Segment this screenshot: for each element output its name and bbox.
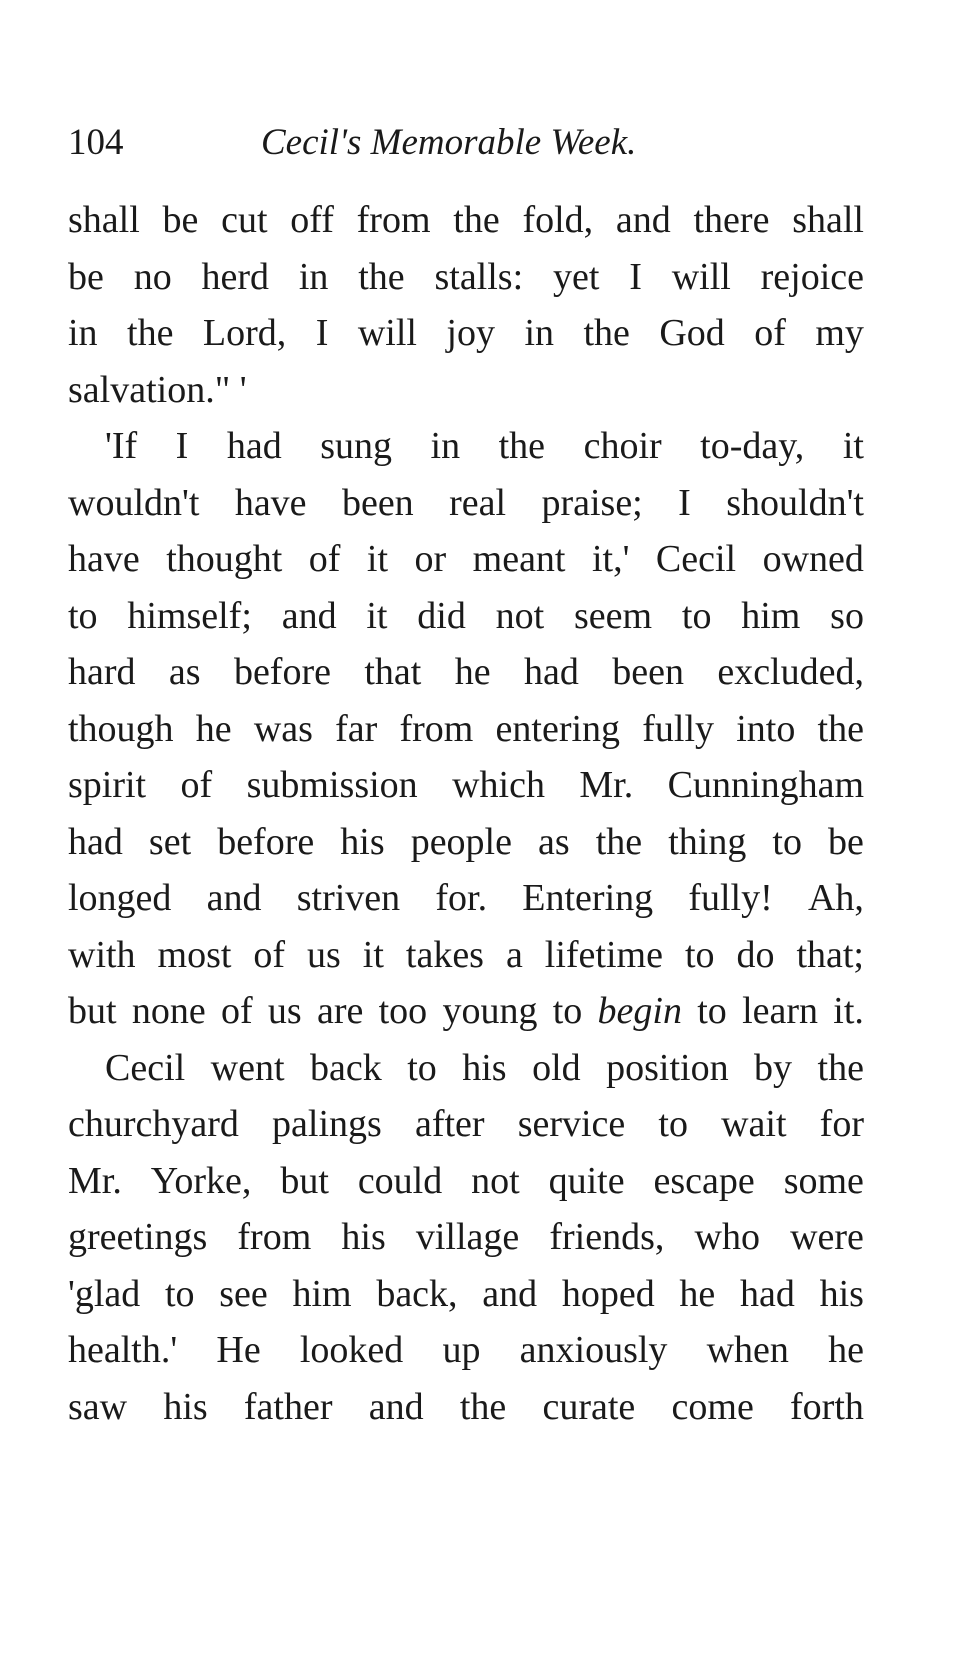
page-number: 104 [68, 122, 124, 163]
text-line: in the Lord, I will joy in the God of my [68, 312, 864, 354]
text-line: health.' He looked up anxiously when he [68, 1329, 864, 1371]
text-line: have thought of it or meant it,' Cecil owned [68, 538, 864, 580]
body-text [68, 192, 864, 1435]
text-line: Mr. Yorke, but could not quite escape some [68, 1159, 864, 1202]
text-line: 'If I had sung in the choir to-day, it [105, 425, 864, 467]
text-line: churchyard palings after service to wait for [68, 1103, 864, 1145]
text-line: but none of us are too young to begin to learn it. [68, 983, 864, 1040]
text-line [68, 362, 864, 419]
text-line: Cecil went back to his old position by the [105, 1046, 864, 1089]
text-line: wouldn't have been real praise; I shouldn't [68, 481, 864, 524]
text-line: spirit of submission which Mr. Cunningham [68, 764, 864, 806]
text-line-content: salvation." ' [68, 368, 247, 411]
text-line: 'glad to see him back, and hoped he had his [68, 1272, 864, 1315]
text-line: shall be cut off from the fold, and there shall [68, 199, 864, 241]
text-line: to himself; and it did not seem to him so [68, 594, 864, 637]
text-line: with most of us it takes a lifetime to do that; [68, 933, 864, 976]
text-line: hard as before that he had been excluded, [68, 651, 864, 693]
text-line: greetings from his village friends, who were [68, 1216, 864, 1258]
text-line: be no herd in the stalls: yet I will rejoice [68, 255, 864, 298]
running-title: Cecil's Memorable Week. [261, 122, 637, 163]
text-line: longed and striven for. Entering fully! Ah, [68, 877, 864, 919]
text-line: saw his father and the curate come forth [68, 1385, 864, 1428]
running-head [68, 118, 868, 168]
emphasized-word: begin [597, 990, 682, 1032]
text-line: though he was far from entering fully into the [68, 707, 864, 750]
text-line: had set before his people as the thing to be [68, 820, 864, 863]
